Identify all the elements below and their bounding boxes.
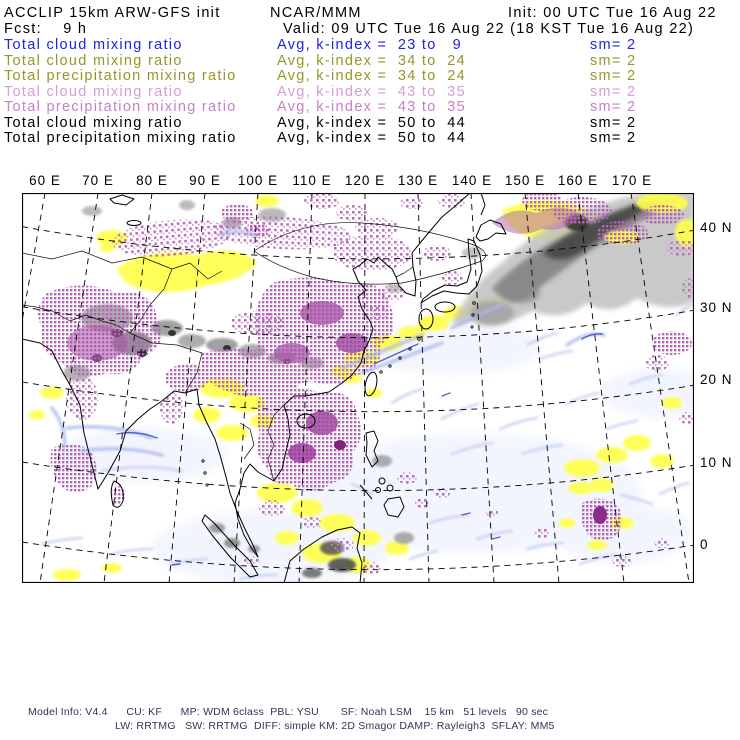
lon-label: 150 E <box>504 173 546 188</box>
model-config-line2: LW: RRTMG SW: RRTMG DIFF: simple KM: 2D Smagor DAMP: Rayleigh3 SFLAY: MM5 <box>115 720 555 732</box>
lon-label: 100 E <box>237 173 279 188</box>
sakhalin-coast <box>481 193 485 215</box>
lon-label: 70 E <box>82 173 114 188</box>
lon-label: 90 E <box>189 173 221 188</box>
valid-time: Valid: 09 UTC Tue 16 Aug 22 (18 KST Tue 16 Aug 22) <box>283 21 695 37</box>
lon-label: 60 E <box>29 173 61 188</box>
lat-label: 30 N <box>700 300 733 315</box>
lake-balkhash <box>110 195 134 205</box>
field-label: Total precipitation mixing ratio <box>4 99 237 115</box>
product-title: ACCLIP 15km ARW-GFS init <box>4 5 221 21</box>
lon-label: 120 E <box>344 173 386 188</box>
lat-label: 20 N <box>700 372 733 387</box>
lat-label: 40 N <box>700 220 733 235</box>
field-label: Total precipitation mixing ratio <box>4 130 237 146</box>
lat-label: 0 <box>700 537 709 552</box>
field-label: Total cloud mixing ratio <box>4 83 183 100</box>
field-kindex: Avg, k-index = 43 to 35 <box>277 99 467 115</box>
lon-label: 140 E <box>451 173 493 188</box>
field-smooth: sm= 2 <box>590 83 637 100</box>
model-config-line1: Model Info: V4.4 CU: KF MP: WDM 6class PBL: YSU SF: Noah LSM 15 km 51 levels 90 sec <box>28 706 549 718</box>
field-label: Total precipitation mixing ratio <box>4 68 237 84</box>
field-kindex: Avg, k-index = 23 to 9 <box>277 37 462 53</box>
lon-label: 110 E <box>292 173 332 188</box>
init-time: Init: 00 UTC Tue 16 Aug 22 <box>508 5 717 21</box>
field-smooth: sm= 2 <box>590 130 637 146</box>
field-kindex: Avg, k-index = 34 to 24 <box>277 52 467 69</box>
field-label: Total cloud mixing ratio <box>4 37 183 53</box>
field-smooth: sm= 2 <box>590 99 637 115</box>
field-smooth: sm= 2 <box>590 37 637 53</box>
field-label: Total cloud mixing ratio <box>4 52 183 69</box>
field-smooth: sm= 2 <box>590 68 637 84</box>
field-smooth: sm= 2 <box>590 114 637 131</box>
field-smooth: sm= 2 <box>590 52 637 69</box>
field-kindex: Avg, k-index = 50 to 44 <box>277 130 467 146</box>
lon-label: 170 E <box>611 173 653 188</box>
lake-issyk-kul <box>127 221 141 226</box>
center-name: NCAR/MMM <box>270 5 362 21</box>
field-kindex: Avg, k-index = 34 to 24 <box>277 68 467 84</box>
field-kindex: Avg, k-index = 43 to 35 <box>277 83 467 100</box>
field-kindex: Avg, k-index = 50 to 44 <box>277 114 467 131</box>
lon-label: 130 E <box>397 173 439 188</box>
field-label: Total cloud mixing ratio <box>4 114 183 131</box>
lon-label: 160 E <box>557 173 599 188</box>
lat-label: 10 N <box>700 455 733 470</box>
map-panel <box>22 193 694 583</box>
forecast-hour: Fcst: 9 h <box>4 21 88 37</box>
lon-label: 80 E <box>136 173 168 188</box>
